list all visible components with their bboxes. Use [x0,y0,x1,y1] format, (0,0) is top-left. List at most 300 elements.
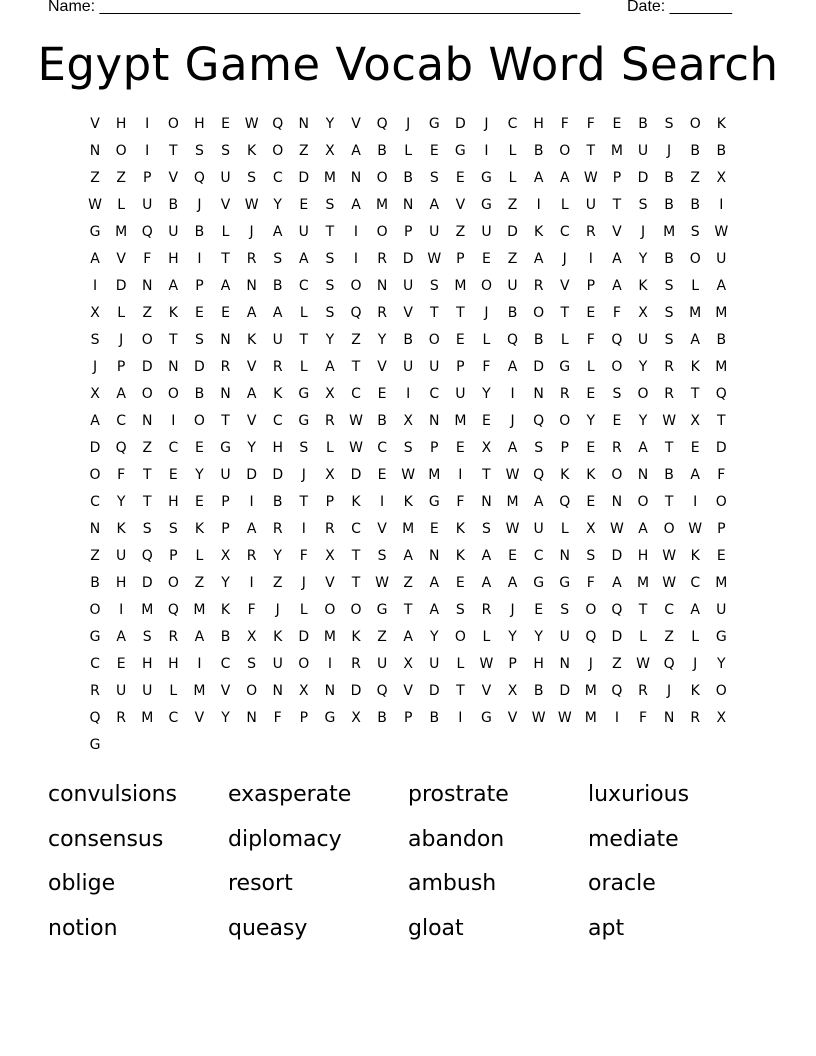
grid-letter: U [376,656,388,672]
grid-letter: M [376,197,389,213]
grid-letter: Y [195,467,204,483]
grid-letter: U [116,548,127,564]
grid-letter: D [611,548,623,564]
grid-letter: B [716,143,727,159]
word-list-item: resort [228,871,293,896]
grid-letter: D [637,170,649,186]
grid-letter: K [351,494,361,510]
grid-letter: J [119,332,124,348]
grid-letter: N [376,278,388,294]
grid-letter: S [612,386,622,402]
grid-letter: S [664,278,674,294]
grid-letter: Q [350,305,362,321]
grid-letter: T [664,494,674,510]
grid-letter: W [88,197,102,213]
grid-letter: A [507,575,518,591]
grid-letter: Z [612,656,622,672]
grid-letter: V [90,116,100,132]
grid-letter: R [272,521,283,537]
grid-letter: M [402,521,415,537]
grid-letter: A [612,575,622,591]
grid-letter: O [193,413,205,429]
grid-letter: T [638,602,648,618]
grid-letter: K [273,386,283,402]
grid-letter: Y [586,413,596,429]
grid-letter: C [351,386,361,402]
grid-letter: E [221,116,230,132]
grid-letter: A [403,548,413,564]
grid-letter: K [168,305,178,321]
grid-letter: N [141,278,153,294]
grid-letter: P [325,494,335,510]
grid-letter: P [612,170,622,186]
grid-letter: D [89,440,101,456]
grid-letter: U [220,467,231,483]
grid-letter: A [638,440,648,456]
grid-letter: D [194,359,205,375]
word-list-item: apt [588,915,625,941]
grid-letter: Z [90,548,100,564]
grid-letter: G [454,143,466,159]
grid-letter: D [559,683,571,699]
grid-letter: L [299,359,308,375]
grid-letter: F [612,305,621,321]
grid-letter: Q [141,224,153,240]
grid-letter: P [143,170,152,186]
grid-letter: F [638,710,648,726]
grid-letter: N [429,413,440,429]
grid-letter: B [403,332,413,348]
grid-letter: H [168,656,179,672]
grid-letter: Q [167,602,179,618]
grid-letter: V [377,359,387,375]
grid-letter: F [482,359,491,375]
grid-letter: C [429,386,440,402]
grid-letter: V [246,413,257,429]
word-list-item: oracle [588,871,656,896]
grid-letter: M [584,710,597,726]
grid-letter: O [663,521,675,537]
grid-letter: G [376,602,388,618]
grid-letter: O [689,251,701,267]
word-list-item: luxurious [588,782,690,807]
grid-letter: M [141,602,154,618]
grid-letter: S [168,521,178,537]
grid-letter: O [350,278,362,294]
grid-letter: U [298,224,309,240]
grid-letter: F [143,251,152,267]
grid-letter: R [272,359,283,375]
grid-letter: Y [247,440,256,456]
grid-letter: A [220,278,231,294]
grid-letter: K [690,359,700,375]
grid-letter: F [560,116,569,132]
grid-letter: O [428,332,440,348]
grid-letter: O [559,143,571,159]
grid-letter: G [481,710,492,726]
grid-letter: A [272,224,283,240]
grid-letter: P [586,278,596,294]
grid-letter: K [116,521,126,537]
grid-letter: N [298,116,310,132]
grid-letter: V [481,683,492,699]
grid-letter: A [612,278,622,294]
grid-letter: E [299,197,309,213]
grid-letter: A [429,575,440,591]
grid-letter: R [690,710,701,726]
grid-letter: N [141,413,153,429]
grid-letter: Z [690,170,700,186]
grid-letter: I [380,494,385,510]
grid-letter: M [115,224,128,240]
date-field-label: Date: _______ [627,0,732,15]
word-list [48,780,768,958]
grid-letter: I [145,116,150,132]
grid-letter: K [247,143,257,159]
grid-letter: L [456,656,465,672]
grid-letter: K [638,278,648,294]
grid-letter: M [193,683,206,699]
grid-letter: I [484,143,489,159]
grid-letter: T [142,494,152,510]
grid-letter: V [377,521,387,537]
grid-letter: J [667,683,672,699]
grid-letter: A [429,197,440,213]
grid-letter: W [557,710,572,726]
grid-letter: E [586,305,596,321]
grid-letter: I [406,386,411,402]
grid-letter: C [168,710,179,726]
grid-letter: U [220,170,231,186]
grid-letter: T [456,683,465,699]
grid-letter: G [220,440,231,456]
grid-letter: T [221,413,230,429]
grid-letter: P [717,521,726,537]
grid-letter: E [482,413,491,429]
grid-letter: K [455,521,465,537]
grid-letter: T [325,224,335,240]
grid-letter: W [244,197,259,213]
grid-letter: R [638,683,648,699]
grid-letter: D [298,629,310,645]
grid-letter: N [402,197,414,213]
grid-letter: G [481,197,492,213]
grid-letter: A [533,494,544,510]
grid-letter: C [272,170,283,186]
grid-letter: O [115,143,127,159]
grid-letter: X [325,386,335,402]
grid-letter: O [637,494,649,510]
grid-letter: X [90,386,100,402]
grid-letter: W [505,521,520,537]
grid-letter: Q [663,656,675,672]
grid-letter: T [612,197,622,213]
grid-letter: T [482,467,491,483]
grid-letter: I [119,602,124,618]
grid-letter: M [689,305,702,321]
grid-letter: X [351,710,361,726]
grid-letter: S [664,332,674,348]
grid-letter: I [171,413,176,429]
grid-letter: V [403,305,413,321]
grid-letter: C [664,602,674,618]
grid-letter: U [403,359,414,375]
grid-letter: K [690,548,700,564]
grid-letter: O [167,575,179,591]
grid-letter: Z [272,575,283,591]
grid-letter: M [715,359,728,375]
grid-letter: I [458,467,463,483]
grid-letter: G [559,575,571,591]
grid-letter: F [299,548,308,564]
grid-letter: W [714,224,729,240]
grid-letter: X [716,170,727,186]
grid-letter: A [116,386,126,402]
grid-letter: S [377,548,387,564]
grid-letter: E [221,305,230,321]
grid-letter: Q [611,683,623,699]
grid-letter: T [169,143,178,159]
grid-letter: E [168,467,178,483]
grid-letter: K [690,683,700,699]
word-list-item: gloat [408,915,464,941]
grid-letter: T [429,305,439,321]
grid-letter: K [351,629,361,645]
grid-letter: X [90,305,100,321]
grid-letter: X [690,413,700,429]
grid-letter: B [638,116,648,132]
grid-letter: A [403,629,413,645]
grid-letter: Q [715,386,727,402]
grid-letter: N [663,710,675,726]
grid-letter: O [89,467,101,483]
grid-letter: P [430,440,439,456]
grid-letter: N [350,170,362,186]
grid-letter: T [142,467,152,483]
grid-letter: P [221,521,230,537]
grid-letter: I [458,710,463,726]
grid-letter: B [664,170,674,186]
grid-letter: J [275,602,280,618]
grid-letter: P [456,251,465,267]
grid-letter: D [350,683,362,699]
header-line [0,0,816,20]
grid-letter: A [116,629,126,645]
grid-letter: Y [638,251,648,267]
grid-letter: O [637,386,649,402]
grid-letter: W [583,170,598,186]
grid-letter: Z [507,251,518,267]
grid-letter: A [690,332,700,348]
grid-letter: H [141,656,153,672]
grid-letter: I [353,251,359,267]
grid-letter: A [246,521,257,537]
grid-letter: G [89,629,101,645]
grid-letter: I [327,656,332,672]
grid-letter: F [586,116,595,132]
grid-letter: S [142,629,152,645]
grid-letter: I [301,521,306,537]
grid-letter: R [325,413,335,429]
grid-letter: U [403,278,414,294]
grid-letter: L [482,629,491,645]
grid-letter: X [325,548,335,564]
grid-letter: A [690,467,700,483]
grid-letter: E [377,467,387,483]
grid-letter: U [533,521,544,537]
grid-letter: G [89,224,101,240]
grid-letter: A [90,413,100,429]
grid-letter: P [508,656,517,672]
grid-letter: O [167,386,179,402]
grid-letter: N [89,521,101,537]
grid-letter: K [273,629,283,645]
grid-letter: S [560,602,570,618]
grid-letter: M [454,413,467,429]
grid-letter: W [662,575,677,591]
grid-letter: P [221,494,230,510]
grid-letter: M [663,224,676,240]
grid-letter: N [220,386,231,402]
grid-letter: R [533,278,544,294]
grid-letter: B [403,170,413,186]
grid-letter: S [247,170,257,186]
page-title: Egypt Game Vocab Word Search [37,38,779,91]
grid-letter: F [456,494,465,510]
grid-letter: D [141,359,153,375]
grid-letter: I [510,386,515,402]
grid-letter: L [117,305,126,321]
grid-letter: E [429,143,439,159]
word-list-item: diplomacy [228,826,342,852]
grid-letter: A [716,278,727,294]
grid-letter: U [168,224,179,240]
grid-letter: N [559,656,570,672]
grid-letter: I [145,143,150,159]
grid-letter: E [716,548,726,564]
grid-letter: B [220,629,231,645]
grid-letter: A [533,170,544,186]
grid-letter: O [559,413,571,429]
grid-letter: X [638,305,648,321]
grid-letter: T [351,548,361,564]
word-list-item: prostrate [408,782,509,807]
grid-letter: A [325,359,335,375]
grid-letter: W [375,575,389,591]
grid-letter: W [349,440,363,456]
grid-letter: V [507,710,518,726]
grid-letter: T [351,575,361,591]
grid-letter: R [377,305,387,321]
grid-letter: A [351,143,361,159]
grid-letter: D [533,359,545,375]
grid-letter: R [168,629,179,645]
grid-letter: O [376,170,388,186]
grid-letter: G [428,494,440,510]
grid-letter: W [662,413,677,429]
grid-letter: P [195,278,204,294]
grid-letter: Q [533,413,545,429]
grid-letter: N [220,332,231,348]
grid-letter: J [249,224,254,240]
grid-letter: V [194,710,205,726]
grid-letter: Q [193,170,205,186]
grid-letter: Z [507,197,518,213]
grid-letter: J [301,575,306,591]
letter-grid [82,114,734,762]
grid-letter: X [481,440,492,456]
grid-letter: B [272,494,283,510]
grid-letter: G [715,629,727,645]
grid-letter: S [638,197,648,213]
grid-letter: M [610,143,623,159]
grid-letter: T [299,494,309,510]
grid-letter: D [715,440,727,456]
grid-letter: G [324,710,336,726]
grid-letter: A [690,602,700,618]
grid-letter: E [482,251,491,267]
grid-letter: T [299,332,309,348]
grid-letter: R [90,683,100,699]
grid-letter: O [350,602,362,618]
grid-letter: S [221,143,230,159]
grid-letter: N [533,386,544,402]
grid-letter: U [455,386,466,402]
grid-letter: W [688,521,703,537]
grid-letter: E [586,386,596,402]
grid-letter: L [325,440,334,456]
grid-letter: A [90,251,100,267]
grid-letter: B [377,710,387,726]
grid-letter: S [534,440,544,456]
grid-letter: Z [664,629,674,645]
grid-letter: O [480,278,492,294]
grid-letter: U [481,224,492,240]
grid-letter: S [325,197,335,213]
grid-letter: Q [585,629,597,645]
grid-letter: A [507,359,518,375]
grid-letter: Y [221,575,230,591]
grid-letter: J [197,197,202,213]
grid-letter: M [506,494,519,510]
grid-letter: O [141,386,153,402]
grid-letter: O [611,359,623,375]
grid-letter: M [636,575,650,591]
grid-letter: B [664,197,674,213]
grid-letter: C [507,116,518,132]
grid-letter: P [456,359,465,375]
grid-letter: M [584,683,597,699]
grid-letter: X [220,548,231,564]
grid-letter: M [193,602,206,618]
grid-letter: U [585,197,596,213]
grid-letter: I [92,278,98,294]
grid-letter: J [693,656,698,672]
grid-letter: A [194,629,205,645]
grid-letter: B [533,143,544,159]
grid-letter: D [246,467,257,483]
grid-letter: R [116,710,126,726]
word-list-item: oblige [48,871,116,896]
grid-letter: S [142,521,152,537]
grid-letter: Q [141,548,153,564]
grid-letter: T [664,440,674,456]
name-field-label: Name: ______________________________________________________ [48,0,581,15]
grid-letter: N [559,548,570,564]
grid-letter: K [403,494,413,510]
grid-letter: F [273,710,282,726]
grid-letter: X [507,683,518,699]
